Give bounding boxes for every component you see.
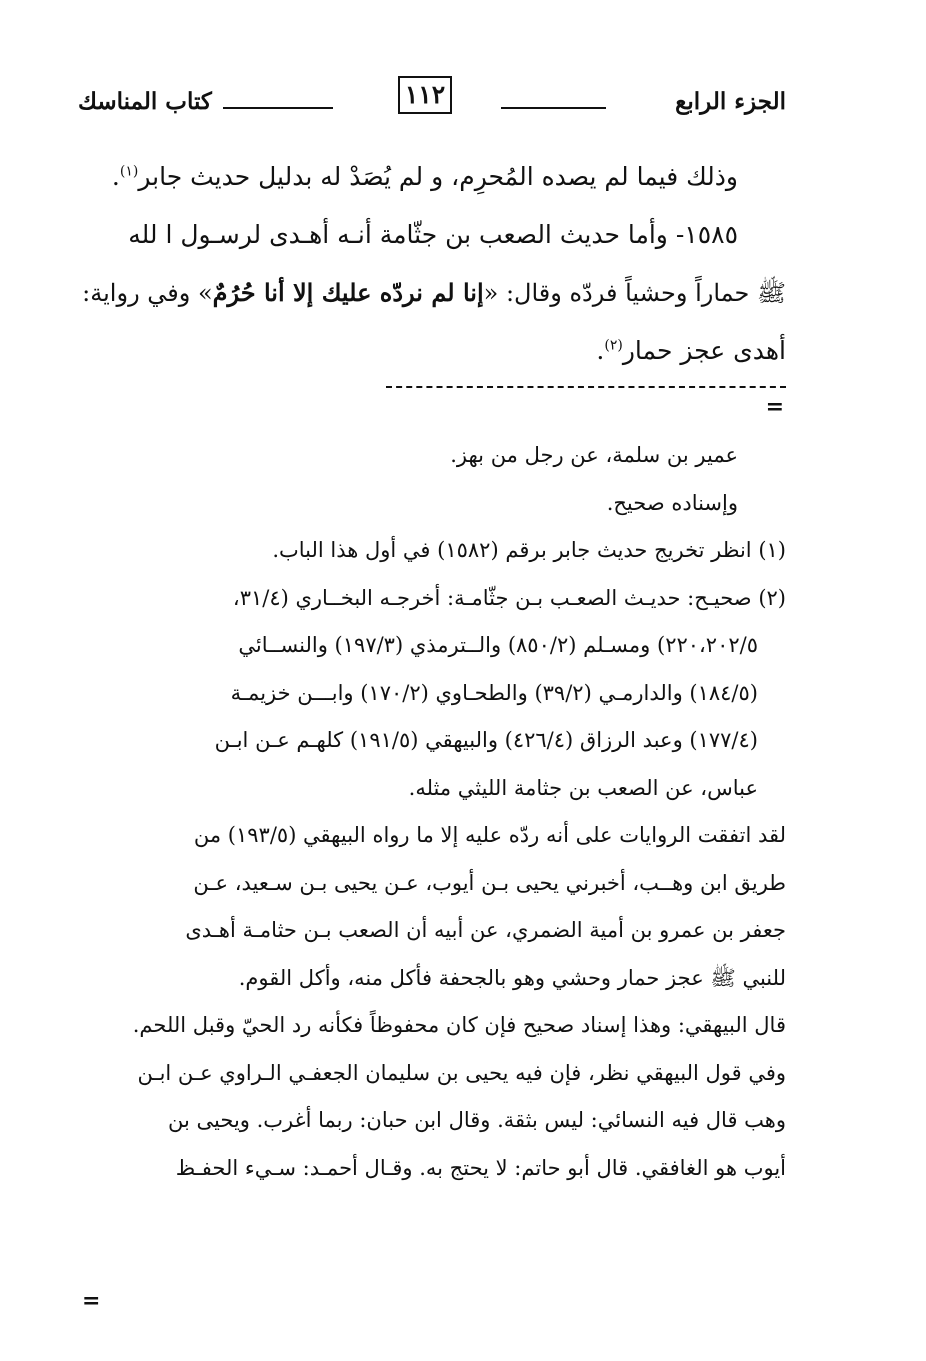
footnote-line: قال البيهقي: وهذا إسناد صحيح فإن كان محفوظاً فكأنه رد الحيّ وقبل اللحم.	[132, 1013, 786, 1037]
footnote-ref: (١)	[119, 163, 139, 180]
footnote-line: عباس، عن الصعب بن جثامة الليثي مثله.	[408, 775, 758, 800]
hadith-quote: إنا لم نردّه عليك إلا أنا حُرُمٌ	[212, 278, 484, 307]
footnote-line: للنبي ﷺ عجز حمار وحشي وهو بالجحفة فأكل منه، وأكل القوم.	[238, 965, 786, 990]
header-book-title: كتاب المناسك	[78, 88, 212, 115]
footnote-line: طريق ابن وهــب، أخبرني يحيى بـن أيوب، عـن يحيى بـن سـعيد، عـن	[193, 870, 786, 895]
footnote-line: جعفر بن عمرو بن أمية الضمري، عن أبيه أن الصعب بـن حثامـة أهـدى	[185, 918, 786, 942]
main-line: وذلك فيما لم يصده المُحرِم، و لم يُصَدْ له بدليل حديث جابر$^{(١)}$.	[111, 162, 738, 191]
header-rule-left	[223, 107, 333, 109]
footnote-line: أيوب هو الغافقي. قال أبو حاتم: لا يحتج به. وقـال أحمـد: سـيء الحفـظ	[175, 1155, 786, 1180]
main-text	[78, 148, 786, 380]
footnote-line: (١٧٧/٤) وعبد الرزاق (٤٢٦/٤) والبيهقي (١٩١/٥) كلهـم عـن ابـن	[214, 728, 758, 752]
footnote-ref: (٢)	[604, 337, 623, 354]
footnote-line: لقد اتفقت الروايات على أنه ردّه عليه إلا ما رواه البيهقي (١٩٣/٥) من	[193, 823, 786, 847]
footnote-1: (١) انظر تخريج حديث جابر برقم (١٥٨٢) في أول هذا الباب.	[272, 538, 786, 562]
continuation-mark: =	[765, 394, 784, 420]
footnote-line: ٢٢٠،٢٠٢/٥) ومسـلم (٨٥٠/٢) والــترمذي (١٩٧/٣) والنســائي	[238, 633, 758, 657]
footnote-separator	[386, 386, 786, 388]
header-part-title: الجزء الرابع	[675, 88, 786, 115]
footnote-2: (٢) صحيـح: حديـث الصعـب بـن جثّامـة: أخرجـه البخــاري (٣١/٤،	[232, 585, 786, 610]
main-line: ١٥٨٥- وأما حديث الصعب بن جثّامة أنـه أهـدى لرسـول ا لله	[128, 220, 738, 249]
footnotes	[78, 432, 786, 1192]
main-line: أهدى عجز حمار$^{(٢)}$.	[596, 336, 786, 365]
footnote-line: وإسناده صحيح.	[606, 490, 738, 515]
main-line: ﷺ حماراً وحشياً فردّه وقال: «إنا لم نردّه عليك إلا أنا حُرُمٌ» وفي رواية:	[82, 278, 786, 307]
page-number: ١١٢	[398, 76, 452, 114]
footnote-line: (١٨٤/٥) والدارمـي (٣٩/٢) والطحـاوي (١٧٠/٢) وابـــن خزيمـة	[230, 680, 758, 705]
footnote-line: عمير بن سلمة، عن رجل من بهز.	[450, 443, 738, 467]
page-header	[78, 74, 786, 124]
footnote-line: وفي قول البيهقي نظر، فإن فيه يحيى بن سليمان الجعفـي الـراوي عـن ابـن	[137, 1060, 786, 1085]
footnote-line: وهب قال فيه النسائي: ليس بثقة. وقال ابن حبان: ربما أغرب. ويحيى بن	[168, 1108, 786, 1132]
continuation-mark: =	[82, 1288, 101, 1314]
header-rule-right	[501, 107, 606, 109]
